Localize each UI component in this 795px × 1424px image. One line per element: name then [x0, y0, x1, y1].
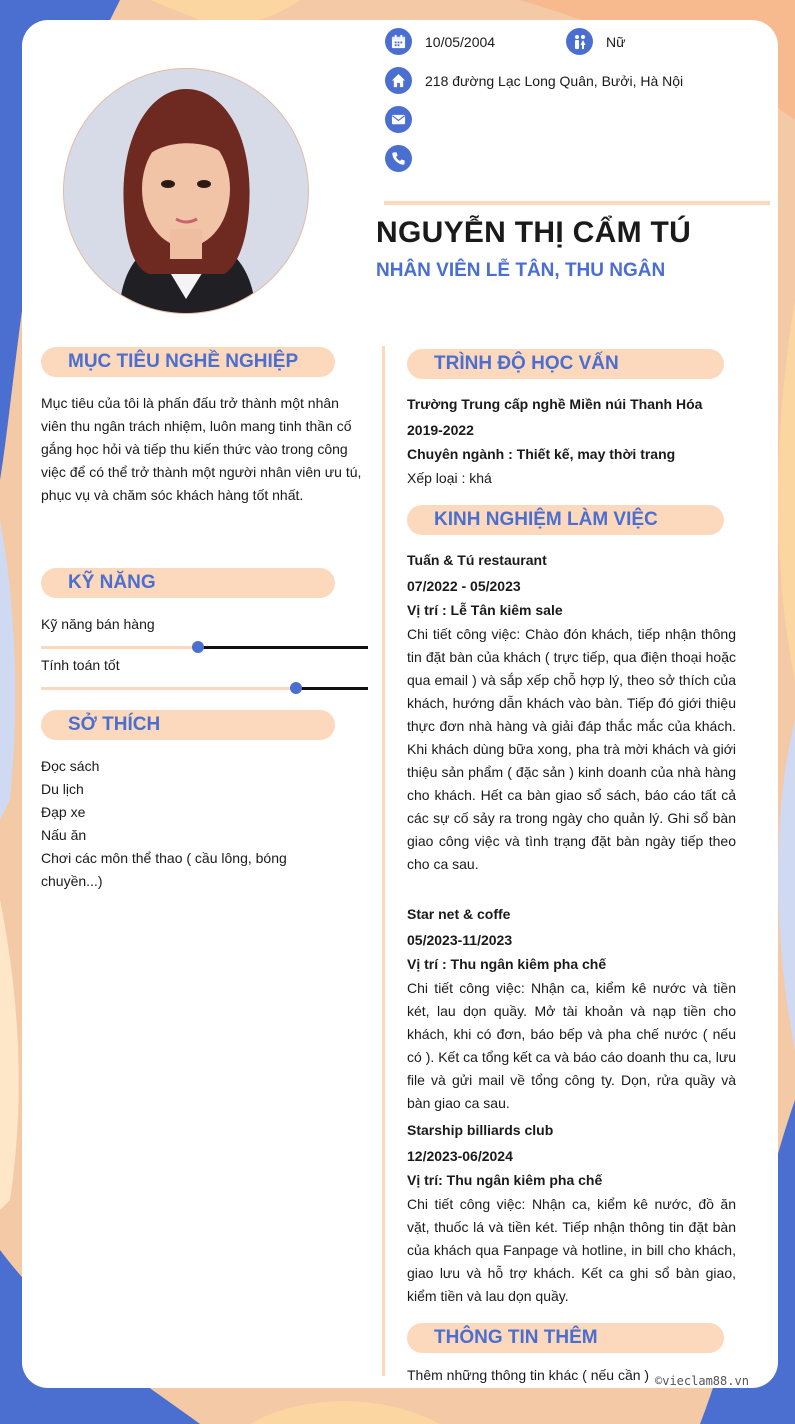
education-heading: TRÌNH ĐỘ HỌC VẤN [407, 349, 724, 379]
dob-text: 10/05/2004 [425, 33, 496, 50]
education-major: Chuyên ngành : Thiết kế, may thời trang [407, 446, 676, 462]
job-title: NHÂN VIÊN LỄ TÂN, THU NGÂN [376, 260, 666, 281]
gender-icon [566, 28, 593, 55]
hobby-item: Du lịch [41, 781, 84, 797]
skill-label: Tính toán tốt [41, 657, 120, 673]
skills-heading: KỸ NĂNG [41, 568, 335, 598]
job-period: 12/2023-06/2024 [407, 1148, 513, 1164]
skill-label: Kỹ năng bán hàng [41, 616, 155, 632]
skill-bar [41, 687, 368, 690]
hobbies-heading: SỞ THÍCH [41, 710, 335, 740]
job-period: 05/2023-11/2023 [407, 932, 513, 948]
skill-bar-knob [290, 682, 302, 694]
address-row [385, 67, 683, 94]
hobby-item: Đạp xe [41, 804, 86, 820]
portrait-illustration [64, 69, 308, 313]
hobby-item: Đọc sách [41, 758, 100, 774]
job-description: Chi tiết công việc: Chào đón khách, tiếp nhận thông tin đặt bàn của khách ( trực tiếp, qua điện thoại hoặc qua email ) và sắp xếp chỗ hợp lý, theo sở thích của khách, hướng dẫn khách vào bàn. Tiếp đó giới thiệu thực đơn nhà hàng và giải đáp thắc mắc của khách. Khi khách dùng bữa xong, pha trà mời khách và giới thiệu sản phẩm ( đặc sản ) kinh doanh của nhà hàng cho khách. Hết ca bàn giao sổ sách, báo cáo tất cả các sự cố sảy ra trong ngày cho quản lý. Ghi sổ bàn giao công việc và tình trạng đặt bàn ngày tiếp theo cho ca sau. [407, 626, 736, 872]
job-period: 07/2022 - 05/2023 [407, 578, 521, 594]
job-position: Vị trí : Lễ Tân kiêm sale [407, 602, 563, 618]
column-divider [382, 346, 385, 1376]
watermark: ©vieclam88.vn [655, 1374, 749, 1388]
address-text: 218 đường Lạc Long Quân, Bưởi, Hà Nội [425, 72, 684, 89]
dob-row [385, 28, 495, 55]
objective-text: Mục tiêu của tôi là phấn đấu trở thành một nhân viên thu ngân trách nhiệm, luôn mang tinh thần cố gắng học hỏi và tiếp thu kiến thức vào trong công việc để có thể trở thành một người nhân viên ưu tú, phục vụ và chăm sóc khách hàng tốt nhất. [41, 395, 362, 503]
job-company: Tuấn & Tú restaurant [407, 552, 547, 568]
job-company: Star net & coffe [407, 906, 511, 922]
job-company: Starship billiards club [407, 1122, 554, 1138]
hobby-item: Nấu ăn [41, 827, 87, 843]
phone-icon [385, 145, 412, 172]
calendar-icon [385, 28, 412, 55]
objective-heading: MỤC TIÊU NGHỀ NGHIỆP [41, 347, 335, 377]
full-name: NGUYỄN THỊ CẨM TÚ [376, 216, 692, 249]
extra-text: Thêm những thông tin khác ( nếu cần ) [407, 1367, 650, 1383]
job-position: Vị trí: Thu ngân kiêm pha chế [407, 1172, 603, 1188]
home-icon [385, 67, 412, 94]
phone-row [385, 145, 425, 172]
job-description: Chi tiết công việc: Nhận ca, kiểm kê nước và tiền két, lau dọn quầy. Mở tài khoản và nạp tiền cho khách, khi có đơn, báo bếp và pha chế nước ( nếu có ). Kết ca tổng kết ca và báo cáo doanh thu ca, lưu file và gửi mail về tổng công ty. Dọn, rửa quầy và bàn giao ca sau. [407, 980, 736, 1111]
experience-heading: KINH NGHIỆM LÀM VIỆC [407, 505, 724, 535]
hobbies-list [41, 755, 331, 893]
skill-bar-fill [41, 646, 198, 649]
gender-text: Nữ [606, 33, 626, 50]
job-description: Chi tiết công việc: Nhận ca, kiểm kê nước, đồ ăn vặt, thuốc lá và tiền két. Tiếp nhận thông tin đặt bàn của khách qua Fanpage và hotline, in bill cho khách, giao lưu và hỗ trợ khách. Kết ca ghi sổ bàn giao, kiểm tiền và lau dọn quầy. [407, 1196, 736, 1304]
avatar [63, 68, 309, 314]
skill-bar [41, 646, 368, 649]
email-row [385, 106, 425, 133]
extra-heading: THÔNG TIN THÊM [407, 1323, 724, 1353]
skill-bar-rest [198, 646, 368, 649]
header-divider [384, 201, 770, 205]
email-icon [385, 106, 412, 133]
skill-bar-fill [41, 687, 296, 690]
education-school: Trường Trung cấp nghề Miền núi Thanh Hóa [407, 396, 703, 412]
skill-bar-rest [296, 687, 368, 690]
skill-bar-knob [192, 641, 204, 653]
hobby-item: Chơi các môn thể thao ( cầu lông, bóng chuyền...) [41, 850, 287, 889]
education-period: 2019-2022 [407, 422, 474, 438]
gender-row [566, 28, 625, 55]
job-position: Vị trí : Thu ngân kiêm pha chế [407, 956, 607, 972]
education-grade: Xếp loại : khá [407, 470, 492, 486]
